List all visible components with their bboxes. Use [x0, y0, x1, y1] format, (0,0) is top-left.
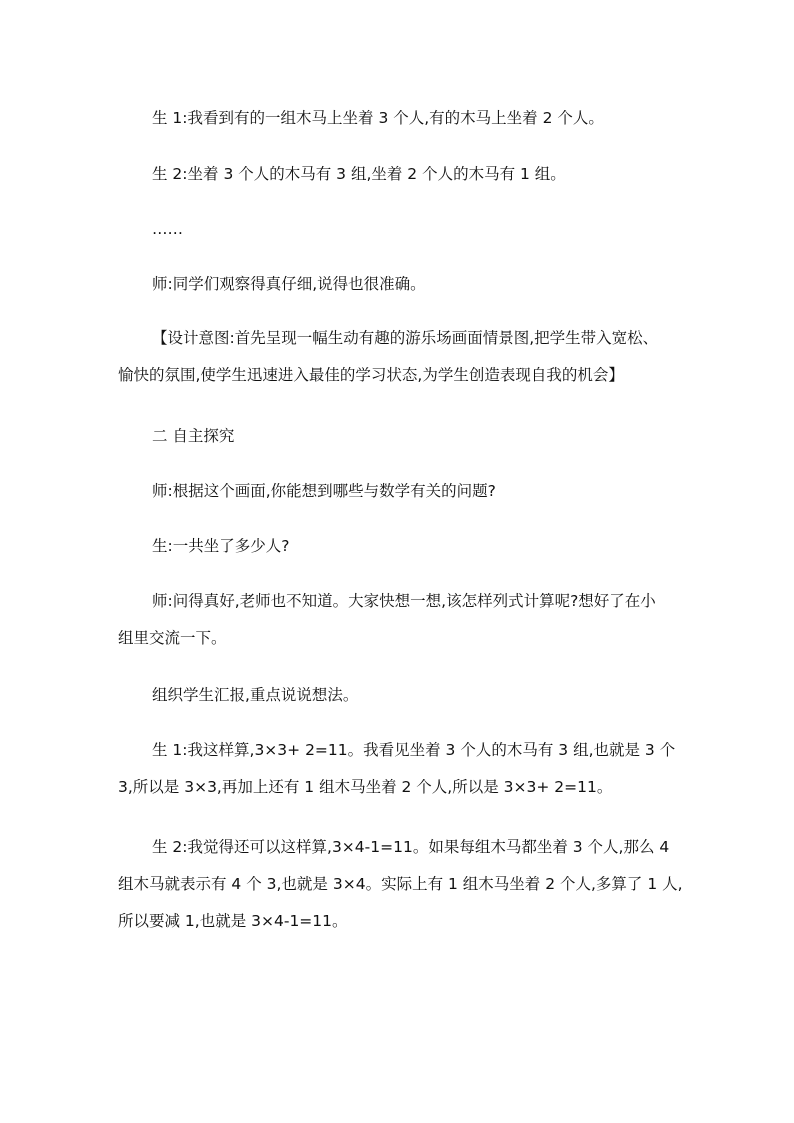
text-line: 师:同学们观察得真仔细,说得也很准确。	[152, 275, 426, 293]
paragraph-ellipsis	[152, 211, 676, 248]
text-line: 生 2:我觉得还可以这样算,3×4-1=11。如果每组木马都坐着 3 个人,那么 4	[152, 838, 670, 856]
paragraph-teacher-praise	[152, 266, 676, 303]
text-line: 生:一共坐了多少人?	[152, 537, 290, 555]
paragraph-design-intent	[118, 320, 676, 394]
text-line: 师:问得真好,老师也不知道。大家快想一想,该怎样列式计算呢?想好了在小	[152, 592, 656, 610]
paragraph-student1-method	[118, 732, 676, 806]
text-line: 3,所以是 3×3,再加上还有 1 组木马坐着 2 个人,所以是 3×3+ 2=11。	[118, 778, 613, 796]
text-line: 生 1:我看到有的一组木马上坐着 3 个人,有的木马上坐着 2 个人。	[152, 109, 604, 127]
paragraph-student-question	[152, 528, 676, 565]
paragraph-student1-observation	[152, 100, 676, 137]
text-line: 【设计意图:首先呈现一幅生动有趣的游乐场画面情景图,把学生带入宽松、	[152, 329, 659, 347]
text-line: ……	[152, 220, 183, 238]
paragraph-student2-observation	[152, 156, 676, 193]
text-line: 组织学生汇报,重点说说想法。	[152, 686, 359, 704]
section-heading-self-exploration	[152, 418, 676, 455]
text-line: 生 1:我这样算,3×3+ 2=11。我看见坐着 3 个人的木马有 3 组,也就是 3 个	[152, 741, 676, 759]
text-line: 二 自主探究	[152, 427, 235, 445]
text-line: 组里交流一下。	[118, 629, 227, 647]
paragraph-teacher-response	[118, 583, 676, 657]
text-line: 组木马就表示有 4 个 3,也就是 3×4。实际上有 1 组木马坐着 2 个人,多算了 1 人,	[118, 875, 683, 893]
text-line: 所以要减 1,也就是 3×4-1=11。	[118, 912, 348, 930]
paragraph-organize-report	[152, 677, 676, 714]
text-line: 生 2:坐着 3 个人的木马有 3 组,坐着 2 个人的木马有 1 组。	[152, 165, 566, 183]
paragraph-student2-method	[118, 829, 683, 940]
text-line: 愉快的氛围,使学生迅速进入最佳的学习状态,为学生创造表现自我的机会】	[118, 366, 624, 384]
paragraph-teacher-question	[152, 473, 676, 510]
text-line: 师:根据这个画面,你能想到哪些与数学有关的问题?	[152, 482, 496, 500]
